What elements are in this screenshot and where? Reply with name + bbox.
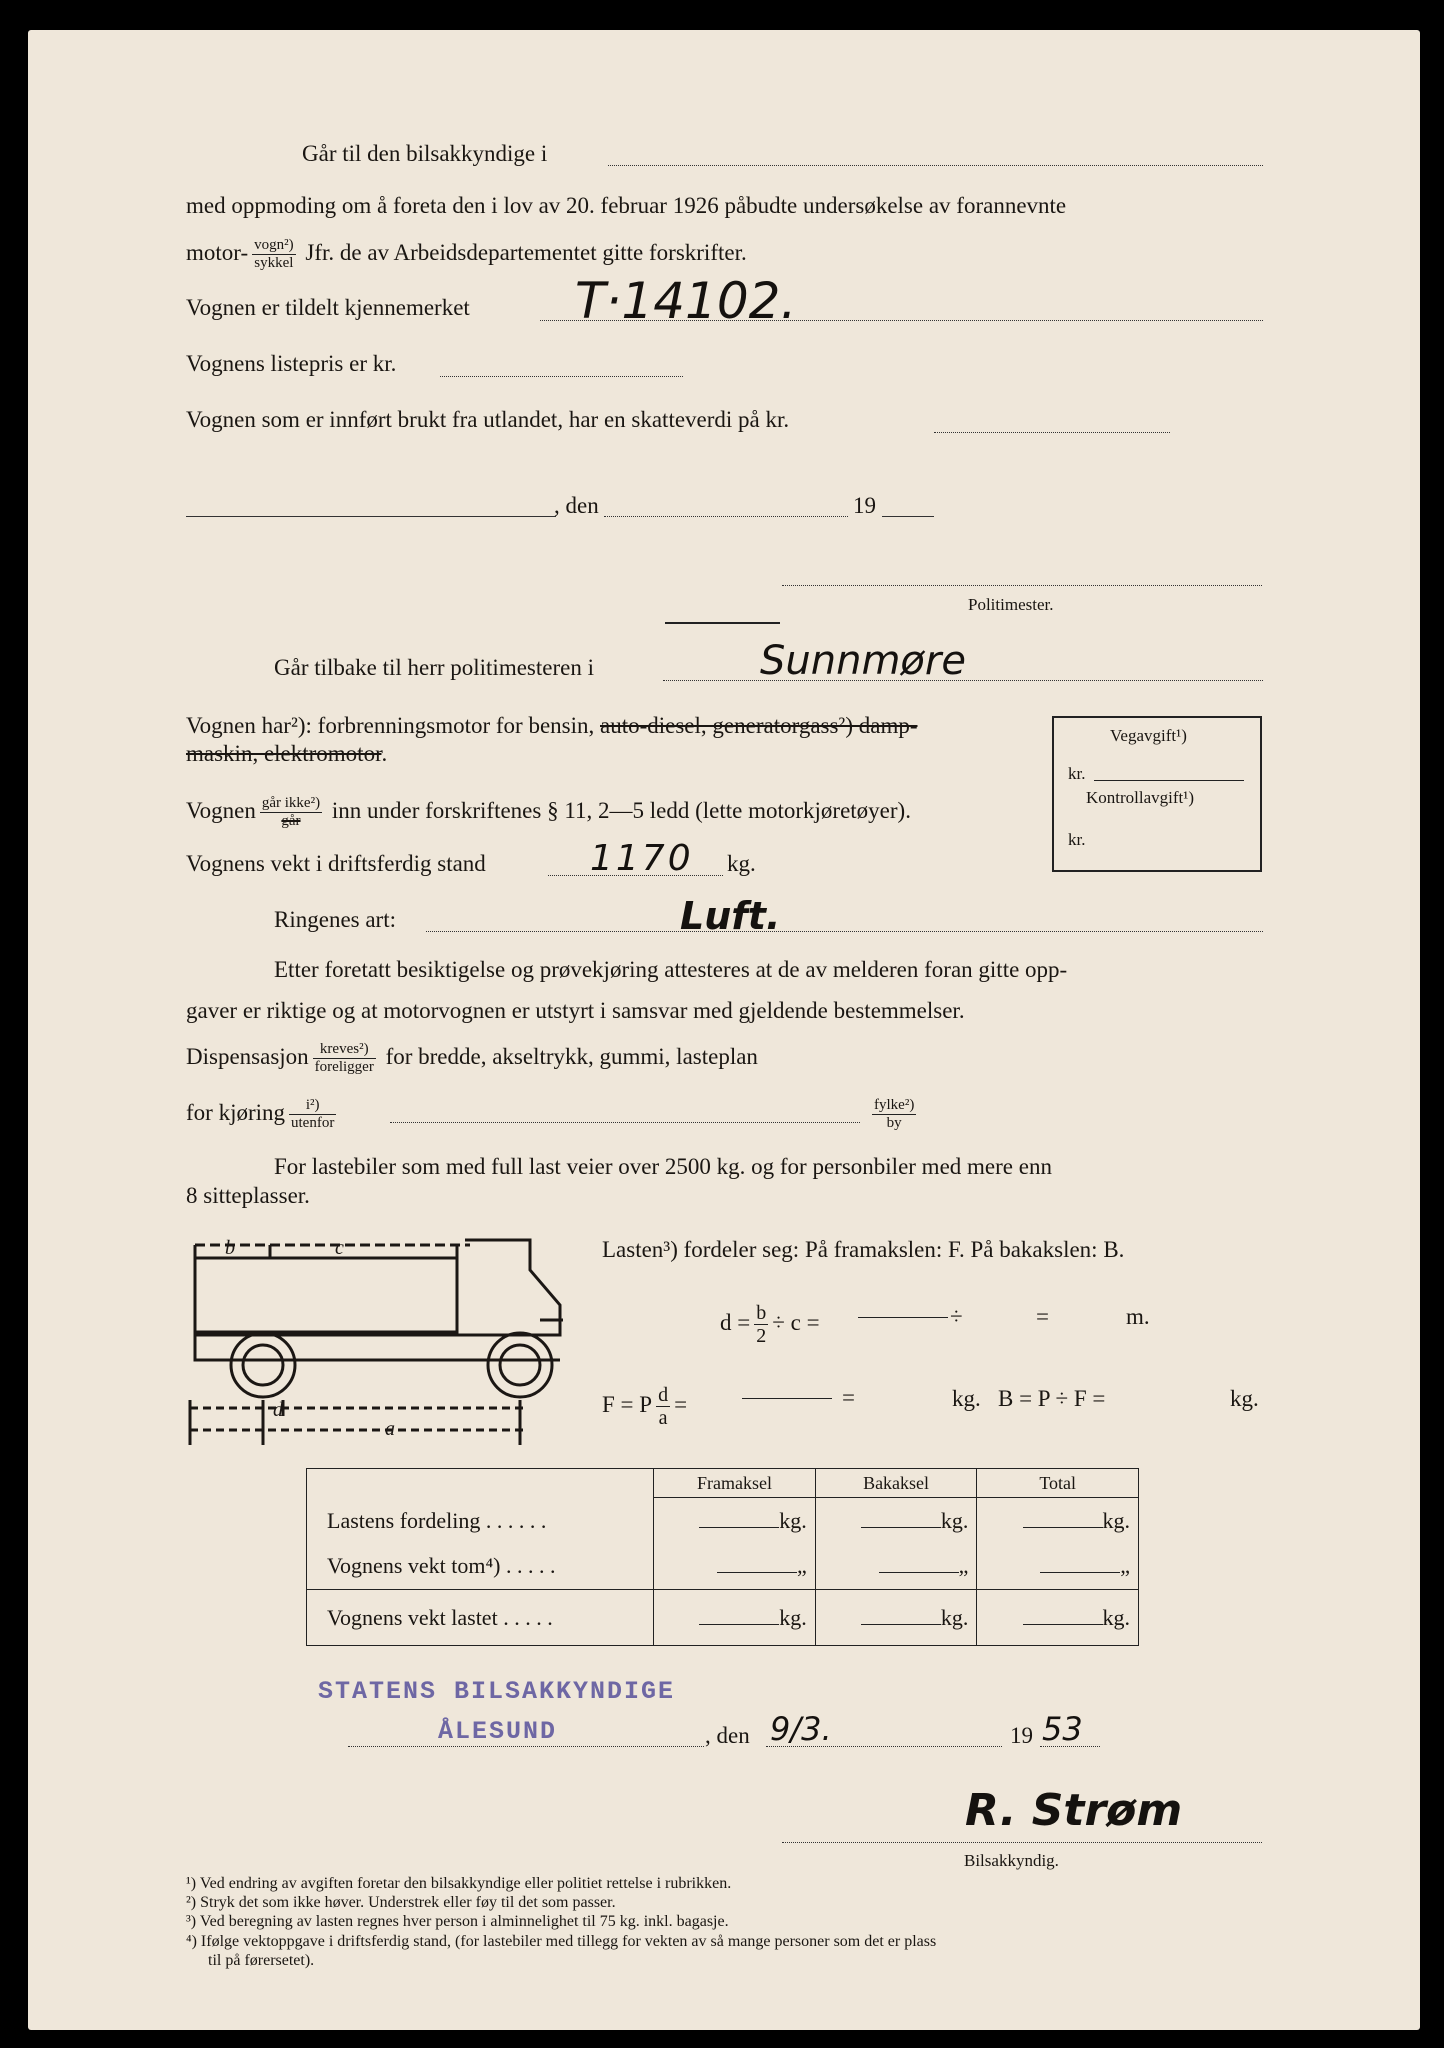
bilsakkyndig-field[interactable] — [608, 165, 1263, 166]
laste-line2: 8 sitteplasser. — [186, 1183, 310, 1208]
f-frac-bottom: a — [658, 1407, 668, 1429]
d-eq: = — [1036, 1304, 1049, 1329]
attest-line1: Etter foretatt besiktigelse og prøvekjøring attesteres at de av melderen foran gitte opp- — [274, 957, 1068, 982]
diagram-label-a: a — [385, 1418, 395, 1440]
row-label — [307, 1498, 654, 1544]
rear-wheel — [488, 1333, 552, 1397]
fylke-fraction — [872, 1097, 916, 1132]
fylke-top: fylke²) — [874, 1097, 915, 1113]
row-cell-bak[interactable] — [815, 1498, 977, 1544]
row-cell-fram[interactable] — [654, 1590, 816, 1646]
b-unit: kg. — [1230, 1386, 1259, 1411]
row-unit: „ — [1120, 1553, 1130, 1579]
gar-line — [186, 795, 911, 830]
kontrollavgift-kr: kr. — [1068, 830, 1086, 849]
bilsakkyndig-label: Bilsakkyndig. — [964, 1851, 1059, 1870]
header-line1: Går til den bilsakkyndige i — [302, 141, 548, 166]
diagram-label-c: c — [335, 1237, 344, 1259]
row-cell-bak[interactable] — [815, 1590, 977, 1646]
footnote-4: ⁴) Ifølge vektoppgave i driftsferdig stand, (for lastebiler med tillegg for vekten av så mange personer som det er plass — [186, 1933, 937, 1950]
d-unit: m. — [1126, 1304, 1150, 1329]
f-prefix: F = P — [602, 1391, 653, 1417]
gar-suffix: inn under forskriftenes § 11, 2—5 ledd (lette motorkjøretøyer). — [331, 797, 911, 823]
table-header-framaksel: Framaksel — [654, 1469, 816, 1498]
fylke-fraction-wrap — [868, 1097, 920, 1132]
row-label-text: Vognens vekt tom⁴) — [327, 1553, 501, 1579]
row-label-dots: . . . . . — [503, 1604, 553, 1630]
f-fraction — [656, 1384, 670, 1429]
sign-date-value: 9/3. — [770, 1710, 832, 1748]
inspector-signature-field[interactable] — [782, 1842, 1262, 1843]
f-frac-top: d — [658, 1384, 669, 1406]
d-rest: ÷ c = — [772, 1309, 820, 1335]
diagram-label-d: d — [273, 1399, 283, 1421]
disp-suffix: for bredde, akseltrykk, gummi, lasteplan — [385, 1043, 758, 1069]
sign-place-field[interactable] — [348, 1746, 704, 1747]
load-table — [306, 1468, 1139, 1646]
motor-fraction — [252, 237, 296, 272]
motor-type-struck2: maskin, elektromotor — [186, 741, 382, 766]
lasten-line: Lasten³) fordeler seg: På framakslen: F. På bakakslen: B. — [602, 1237, 1125, 1262]
sign-year-prefix: 19 — [1010, 1723, 1033, 1748]
footnote-4-cont: til på førersetet). — [208, 1952, 315, 1969]
d-prefix: d = — [720, 1309, 751, 1335]
row-label-dots: . . . . . . — [485, 1507, 547, 1533]
fee-box — [1052, 716, 1262, 872]
section-divider — [665, 622, 780, 624]
b-formula: B = P ÷ F = — [998, 1386, 1106, 1411]
row-cell-fram[interactable] — [654, 1498, 816, 1544]
motor-type-line — [186, 712, 918, 740]
row-label — [307, 1590, 654, 1646]
row-unit: „ — [797, 1553, 807, 1579]
motor-frac-top: vogn²) — [254, 237, 294, 253]
vegavgift-label: Vegavgift¹) — [1110, 726, 1187, 745]
d-formula — [720, 1302, 820, 1347]
row-label-dots: . . . . . — [505, 1553, 556, 1579]
vekt-label: Vognens vekt i driftsferdig stand — [186, 851, 486, 876]
ringer-field[interactable] — [426, 931, 1263, 932]
row-cell-total[interactable] — [977, 1544, 1139, 1590]
f-value-field[interactable] — [742, 1398, 832, 1399]
row-cell-fram[interactable] — [654, 1544, 816, 1590]
footnote-2: ²) Stryk det som ikke høver. Understrek eller føy til det som passer. — [186, 1894, 616, 1911]
den-label: , den — [554, 493, 599, 518]
kontrollavgift-label: Kontrollavgift¹) — [1086, 788, 1195, 807]
footnote-1: ¹) Ved endring av avgiften foretar den bilsakkyndige eller politiet rettelse i rubrikken. — [186, 1875, 732, 1892]
motor-suffix: Jfr. de av Arbeidsdepartementet gitte forskrifter. — [305, 239, 747, 265]
gar-frac-bottom: går — [281, 813, 301, 829]
kjennemerke-label: Vognen er tildelt kjennemerket — [186, 295, 470, 320]
row-unit: kg. — [940, 1604, 969, 1630]
fylke-bottom: by — [886, 1115, 902, 1131]
row-label — [307, 1544, 654, 1590]
row-unit: kg. — [779, 1604, 807, 1630]
vekt-unit: kg. — [727, 851, 756, 876]
return-label: Går tilbake til herr politimesteren i — [274, 655, 594, 680]
f-formula — [602, 1384, 687, 1429]
stamp-line1: STATENS BILSAKKYNDIGE — [318, 1677, 676, 1706]
row-label-text: Lastens fordeling — [327, 1507, 481, 1533]
cargo-bed — [195, 1258, 457, 1332]
kjoring-top: i²) — [289, 1097, 336, 1115]
kjoring-field[interactable] — [390, 1122, 860, 1123]
table-header-empty — [307, 1469, 654, 1498]
attest-line2: gaver er riktige og at motorvognen er utstyrt i samsvar med gjeldende bestemmelser. — [186, 998, 965, 1023]
d-value1-field[interactable] — [858, 1317, 948, 1318]
skatteverdi-field[interactable] — [934, 432, 1170, 433]
ringer-label: Ringenes art: — [274, 907, 396, 932]
row-unit: kg. — [1102, 1507, 1130, 1533]
kjoring-prefix: for kjøring — [186, 1099, 286, 1125]
year-prefix: 19 — [853, 493, 876, 518]
sign-year-value: 53 — [1042, 1710, 1083, 1748]
motor-type-line2 — [186, 740, 387, 768]
gar-prefix: Vognen — [186, 797, 256, 823]
row-unit: kg. — [1102, 1604, 1130, 1630]
politimester-label: Politimester. — [968, 595, 1054, 614]
laste-line1: For lastebiler som med full last veier over 2500 kg. og for personbiler med mere enn — [274, 1154, 1052, 1179]
place-field[interactable] — [186, 516, 556, 517]
motor-prefix: motor- — [186, 239, 249, 265]
listepris-field[interactable] — [440, 376, 683, 377]
kjennemerke-value: T·14102. — [575, 272, 797, 330]
disp-fraction — [313, 1041, 376, 1076]
dispensasjon-line — [186, 1041, 758, 1076]
motor-line — [186, 237, 747, 272]
vegavgift-kr: kr. — [1068, 764, 1086, 783]
motor-frac-bottom: sykkel — [254, 255, 294, 271]
table-header-bakaksel: Bakaksel — [815, 1469, 977, 1498]
disp-top: kreves²) — [313, 1041, 376, 1059]
table-row — [307, 1498, 1139, 1544]
f-eq2: = — [842, 1385, 855, 1410]
kjoring-line — [186, 1097, 340, 1132]
motor-type-end: . — [381, 741, 388, 766]
disp-prefix: Dispensasjon — [186, 1043, 309, 1069]
row-unit: „ — [958, 1553, 969, 1579]
gar-fraction — [260, 795, 322, 830]
row-cell-total[interactable] — [977, 1590, 1139, 1646]
table-row — [307, 1544, 1139, 1590]
row-unit: kg. — [779, 1507, 807, 1533]
table-header-total: Total — [977, 1469, 1139, 1498]
footnote-3: ³) Ved beregning av lasten regnes hver person i alminnelighet til 75 kg. inkl. bagasje. — [186, 1913, 729, 1930]
sign-den-label: , den — [705, 1723, 750, 1748]
kjoring-fraction — [289, 1097, 336, 1132]
row-cell-bak[interactable] — [815, 1544, 977, 1590]
vegavgift-field[interactable] — [1094, 780, 1244, 781]
stamp-line2: ÅLESUND — [438, 1717, 558, 1746]
kjoring-bottom: utenfor — [291, 1115, 335, 1131]
year-field[interactable] — [882, 516, 934, 517]
row-cell-total[interactable] — [977, 1498, 1139, 1544]
date-field[interactable] — [604, 516, 848, 517]
diagram-label-b: b — [225, 1237, 235, 1259]
skatteverdi-label: Vognen som er innført brukt fra utlandet, har en skatteverdi på kr. — [186, 407, 790, 432]
f-eq: = — [674, 1391, 688, 1417]
d-frac-bottom: 2 — [756, 1325, 767, 1347]
truck-diagram — [185, 1230, 565, 1452]
row-unit: kg. — [940, 1507, 969, 1533]
listepris-label: Vognens listepris er kr. — [186, 351, 397, 376]
vekt-value: 1170 — [590, 838, 694, 879]
inspector-signature: R. Strøm — [965, 1785, 1183, 1836]
disp-bottom: foreligger — [314, 1059, 374, 1075]
motor-type-prefix: Vognen har²): forbrenningsmotor for bensin, — [186, 713, 595, 738]
d-frac-top: b — [756, 1302, 767, 1324]
d-fraction — [754, 1302, 768, 1347]
table-header-row — [307, 1469, 1139, 1498]
f-unit: kg. — [952, 1386, 981, 1411]
politimester-signature-field[interactable] — [782, 585, 1262, 586]
ringer-value: Luft. — [680, 894, 781, 938]
return-place-value: Sunnmøre — [760, 638, 966, 684]
header-line2: med oppmoding om å foreta den i lov av 20. februar 1926 påbudte undersøkelse av forannevnte — [186, 193, 1067, 218]
table-row — [307, 1590, 1139, 1646]
d-div: ÷ — [950, 1304, 963, 1329]
gar-frac-top: går ikke²) — [261, 795, 321, 811]
motor-type-struck: auto-diesel, generatorgass²) damp- — [600, 713, 918, 738]
front-wheel — [231, 1333, 295, 1397]
row-label-text: Vognens vekt lastet — [327, 1604, 498, 1630]
